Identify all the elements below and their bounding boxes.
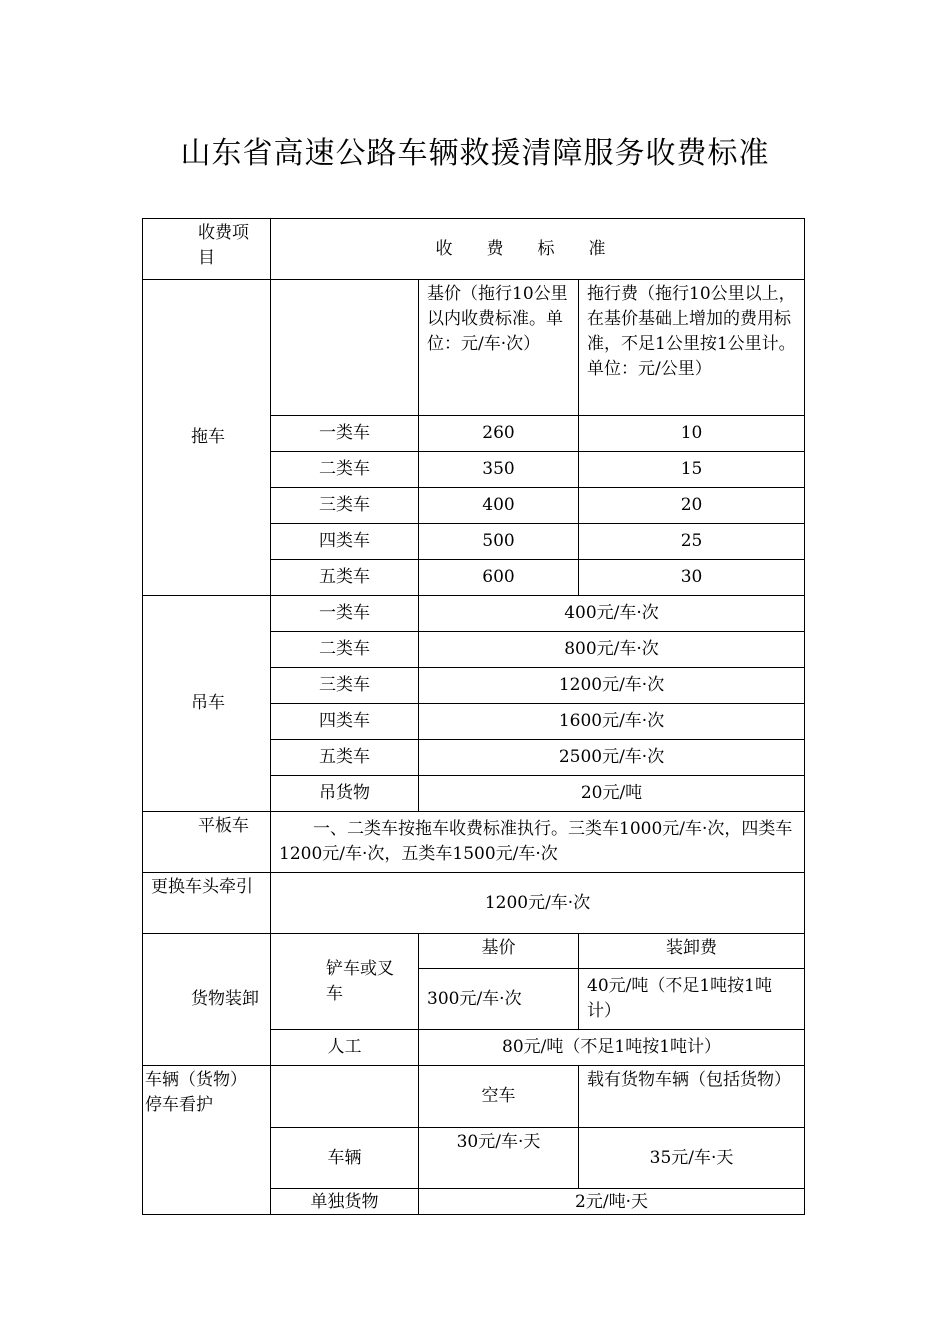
crane-price: 400元/车·次	[419, 596, 805, 632]
tow-base-price: 260	[419, 416, 579, 452]
tow-base-price: 400	[419, 488, 579, 524]
cargo-base-header: 基价	[419, 934, 579, 969]
parking-cargo-label: 单独货物	[271, 1189, 419, 1215]
cargo-handling-price: 40元/吨（不足1吨按1吨计）	[579, 969, 805, 1030]
crane-price: 2500元/车·次	[419, 740, 805, 776]
crane-price: 1200元/车·次	[419, 668, 805, 704]
tow-base-price: 500	[419, 524, 579, 560]
tractor-price: 1200元/车·次	[271, 873, 805, 934]
crane-class-label: 吊货物	[271, 776, 419, 812]
tow-extra-header-cell	[579, 280, 805, 416]
parking-blank-cell	[271, 1066, 419, 1128]
crane-class-label: 四类车	[271, 704, 419, 740]
flatbed-category-label: 平板车	[198, 816, 249, 836]
manual-label: 人工	[271, 1030, 419, 1066]
cargo-base-price: 300元/车·次	[419, 969, 579, 1030]
crane-class-label: 一类车	[271, 596, 419, 632]
tow-class-label: 四类车	[271, 524, 419, 560]
tow-base-header-cell	[419, 280, 579, 416]
crane-price: 20元/吨	[419, 776, 805, 812]
tow-base-price: 350	[419, 452, 579, 488]
parking-loaded-header: 载有货物车辆（包括货物）	[579, 1066, 805, 1128]
cargo-category-label: 货物装卸	[191, 989, 259, 1009]
cargo-handling-header: 装卸费	[579, 934, 805, 969]
crane-class-label: 五类车	[271, 740, 419, 776]
tractor-category-cell	[143, 873, 271, 934]
crane-price: 800元/车·次	[419, 632, 805, 668]
header-item-cell	[143, 219, 271, 280]
header-item-label: 收费项目	[198, 223, 249, 268]
crane-class-label: 二类车	[271, 632, 419, 668]
tow-extra-header: 拖行费（拖行10公里以上，在基价基础上增加的费用标准，不足1公里按1公里计。单位：元/公里）	[587, 284, 796, 379]
crane-category-cell	[143, 596, 271, 812]
parking-cargo-price: 2元/吨·天	[419, 1189, 805, 1215]
page-title: 山东省高速公路车辆救援清障服务收费标准	[180, 136, 770, 171]
tow-category-label: 拖车	[191, 427, 225, 447]
crane-category-label: 吊车	[191, 693, 225, 713]
parking-vehicle-empty-price: 30元/车·天	[419, 1128, 579, 1189]
tow-class-label: 五类车	[271, 560, 419, 596]
tow-base-header: 基价（拖行10公里以内收费标准。单位：元/车·次）	[427, 284, 568, 354]
parking-category-label: 车辆（货物）停车看护	[145, 1070, 247, 1115]
tow-category-cell	[143, 280, 271, 596]
parking-vehicle-loaded-price: 35元/车·天	[579, 1128, 805, 1189]
crane-price: 1600元/车·次	[419, 704, 805, 740]
manual-price: 80元/吨（不足1吨按1吨计）	[419, 1030, 805, 1066]
fee-table	[142, 218, 805, 1215]
tractor-category-label: 更换车头牵引	[151, 877, 253, 897]
parking-empty-header: 空车	[419, 1066, 579, 1128]
header-standard-label: 收费标准	[435, 238, 640, 259]
cargo-category-cell	[143, 934, 271, 1066]
tow-class-label: 三类车	[271, 488, 419, 524]
tow-extra-price: 25	[579, 524, 805, 560]
tow-extra-price: 10	[579, 416, 805, 452]
header-standard-cell	[271, 219, 805, 280]
tow-extra-price: 15	[579, 452, 805, 488]
flatbed-description: 一、二类车按拖车收费标准执行。三类车1000元/车·次，四类车1200元/车·次，五类车1500元/车·次	[271, 812, 805, 873]
tow-class-label: 一类车	[271, 416, 419, 452]
parking-vehicle-label: 车辆	[271, 1128, 419, 1189]
tow-base-price: 600	[419, 560, 579, 596]
tow-blank-cell	[271, 280, 419, 416]
tow-class-label: 二类车	[271, 452, 419, 488]
forklift-label: 铲车或叉车	[271, 934, 419, 1030]
flatbed-category-cell	[143, 812, 271, 873]
tow-extra-price: 30	[579, 560, 805, 596]
parking-category-cell	[143, 1066, 271, 1215]
crane-class-label: 三类车	[271, 668, 419, 704]
tow-extra-price: 20	[579, 488, 805, 524]
